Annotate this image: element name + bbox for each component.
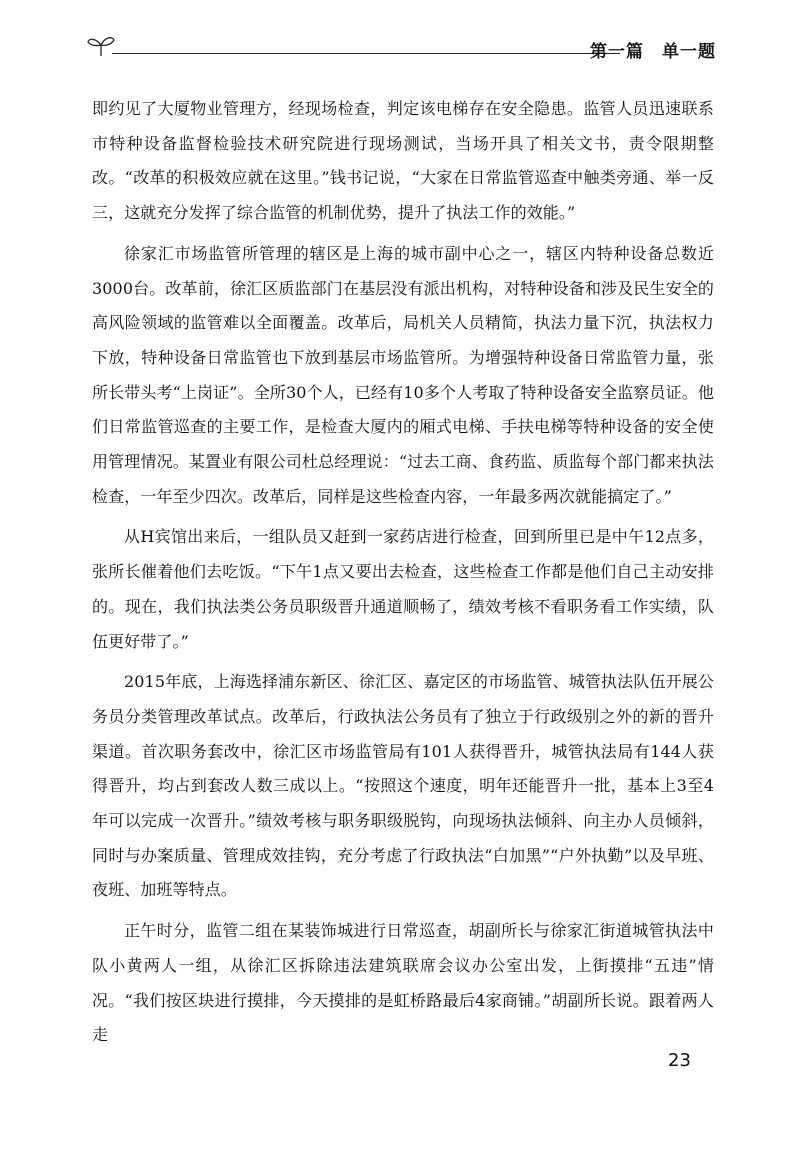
- running-header: [86, 28, 716, 68]
- paragraph-2: 徐家汇市场监管所管理的辖区是上海的城市副中心之一，辖区内特种设备总数近3000台。改革前，徐汇区质监部门在基层没有派出机构，对特种设备和涉及民生安全的高风险领域的监管难以全面覆盖。改革后，局机关人员精简，执法力量下沉，执法权力下放，特种设备日常监管也下放到基层市场监管所。为增强特种设备日常监管力量，张所长带头考“上岗证”。全所30个人，已经有10多个人考取了特种设备安全监察员证。他们日常监管巡查的主要工作，是检查大厦内的厢式电梯、手扶电梯等特种设备的安全使用管理情况。某置业有限公司杜总经理说：“过去工商、食药监、质监每个部门都来执法检查，一年至少四次。改革后，同样是这些检查内容，一年最多两次就能搞定了。”: [92, 243, 714, 506]
- header-rule: [112, 53, 620, 54]
- paragraph-5: 正午时分，监管二组在某装饰城进行日常巡查，胡副所长与徐家汇街道城管执法中队小黄两人一组，从徐汇区拆除违法建筑联席会议办公室出发，上街摸排“五违”情况。“我们按区块进行摸排，今天摸排的是虹桥路最后4家商铺。”胡副所长说。跟着两人走: [92, 921, 714, 1045]
- body-text: [92, 92, 714, 1059]
- page-number: 23: [668, 1050, 691, 1071]
- paragraph-4: 2015年底，上海选择浦东新区、徐汇区、嘉定区的市场监管、城管执法队伍开展公务员分类管理改革试点。改革后，行政执法公务员有了独立于行政级别之外的新的晋升渠道。首次职务套改中，徐汇区市场监管局有101人获得晋升，城管执法局有144人获得晋升，均占到套改人数三成以上。“按照这个速度，明年还能晋升一批，基本上3至4年可以完成一次晋升。”绩效考核与职务职级脱钩，向现场执法倾斜、向主办人员倾斜，同时与办案质量、管理成效挂钩，充分考虑了行政执法“白加黑”“户外执勤”以及早班、夜班、加班等特点。: [92, 672, 714, 900]
- sprout-icon: [86, 34, 116, 58]
- paragraph-1: 即约见了大厦物业管理方，经现场检查，判定该电梯存在安全隐患。监管人员迅速联系市特种设备监督检验技术研究院进行现场测试，当场开具了相关文书，责令限期整改。“改革的积极效应就在这里。”钱书记说，“大家在日常监管巡查中触类旁通、举一反三，这就充分发挥了综合监管的机制优势，提升了执法工作的效能。”: [92, 99, 714, 223]
- paragraph-3: 从H宾馆出来后，一组队员又赶到一家药店进行检查，回到所里已是中午12点多，张所长催着他们去吃饭。“下午1点又要出去检查，这些检查工作都是他们自己主动安排的。现在，我们执法类公务员职级晋升通道顺畅了，绩效考核不看职务看工作实绩，队伍更好带了。”: [92, 527, 714, 651]
- chapter-title: 第一篇 单一题: [590, 42, 716, 62]
